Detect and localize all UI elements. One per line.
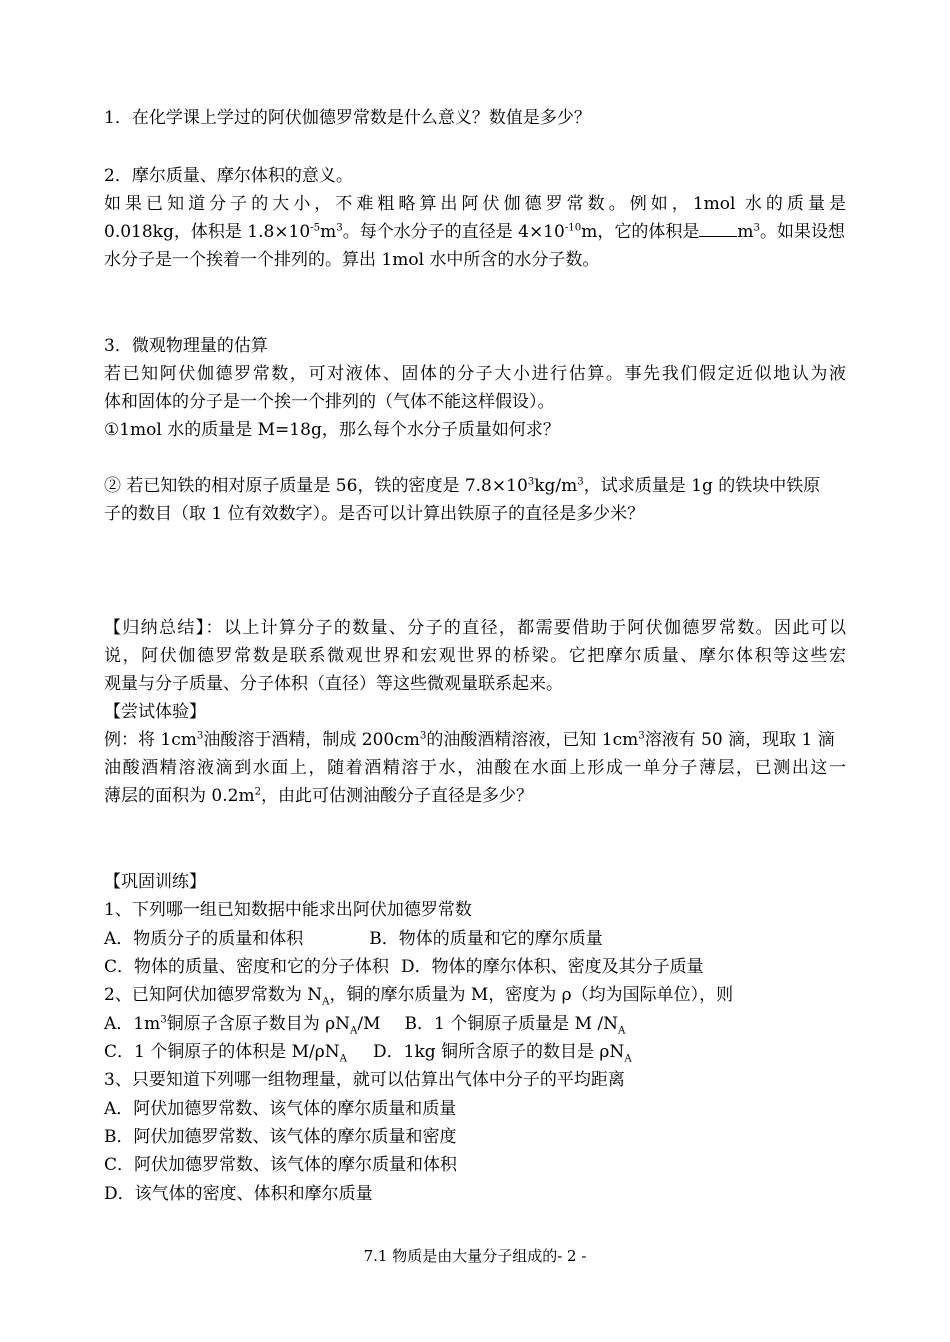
summary-line-1: 【归纳总结】：以上计算分子的数量、分子的直径，都需要借助于阿伏伽德罗常数。因此可以: [104, 618, 846, 638]
question-3-title: 3．微观物理量的估算: [104, 336, 268, 356]
answer-blank: [699, 219, 737, 237]
summary-line-2: 说，阿伏伽德罗常数是联系微观世界和宏观世界的桥梁。它把摩尔质量、摩尔体积等这些宏: [104, 646, 846, 666]
trial-line-1: 例：将 $1cm^3$油酸溶于酒精，制成 $200cm^3$的油酸酒精溶液，已知 $1cm^3$溶液有 50 滴，现取 1 滴: [104, 730, 835, 750]
page-footer: 7.1 物质是由大量分子组成的- 2 -: [363, 1247, 587, 1265]
practice-3-option-a: A．阿伏加德罗常数、该气体的摩尔质量和质量: [104, 1099, 457, 1119]
question-3-sub-2-line-2: 子的数目（取 1 位有效数字）。是否可以计算出铁原子的直径是多少米？: [104, 504, 645, 524]
practice-1-stem: 1、下列哪一组已知数据中能求出阿伏加德罗常数: [104, 900, 472, 920]
trial-line-2: 油酸酒精溶液滴到水面上，随着酒精溶于水，油酸在水面上形成一单分子薄层，已测出这一: [104, 758, 846, 778]
question-3-line-1: 若已知阿伏伽德罗常数，可对液体、固体的分子大小进行估算。事先我们假定近似地认为液: [104, 364, 846, 384]
trial-line-3: 薄层的面积为 $0.2m^2$，由此可估测油酸分子直径是多少？: [104, 786, 534, 806]
practice-3-option-c: C．阿伏加德罗常数、该气体的摩尔质量和体积: [104, 1155, 458, 1175]
practice-2-stem: 2、已知阿伏加德罗常数为 $N_A$，铜的摩尔质量为 M，密度为 ρ（均为国际单位），则: [104, 985, 734, 1008]
trial-title: 【尝试体验】: [104, 702, 206, 722]
practice-3-stem: 3、只要知道下列哪一组物理量，就可以估算出气体中分子的平均距离: [104, 1070, 625, 1090]
practice-3-option-d: D．该气体的密度、体积和摩尔质量: [104, 1184, 373, 1204]
question-1: 1．在化学课上学过的阿伏伽德罗常数是什么意义？数值是多少？: [104, 108, 591, 128]
practice-1-options-ab: A．物质分子的质量和体积 B．物体的质量和它的摩尔质量: [104, 929, 603, 949]
practice-title: 【巩固训练】: [104, 872, 206, 892]
practice-3-option-b: B．阿伏加德罗常数、该气体的摩尔质量和密度: [104, 1127, 457, 1147]
question-3-line-2: 体和固体的分子是一个挨一个排列的（气体不能这样假设）。: [104, 392, 555, 412]
question-3-sub-1: ①1mol 水的质量是 M=18g，那么每个水分子质量如何求？: [104, 420, 560, 440]
question-2-line-3: 水分子是一个挨着一个排列的。算出 1mol 水中所含的水分子数。: [104, 250, 600, 270]
question-2-title: 2．摩尔质量、摩尔体积的意义。: [104, 166, 353, 186]
question-2-line-1: 如果已知道分子的大小，不难粗略算出阿伏伽德罗常数。例如，1mol 水的质量是: [104, 194, 846, 214]
question-3-sub-2-line-1: ② 若已知铁的相对原子质量是 56，铁的密度是 $7.8\times 10^3kg/m^3$，试求质量是 1g 的铁块中铁原: [104, 476, 821, 496]
practice-2-options-cd: C．1 个铜原子的体积是 $M/\rho N_A$ D．1kg 铜所含原子的数目是 $\rho N_A$: [104, 1042, 632, 1065]
practice-2-options-ab: A．$1m^3$铜原子含原子数目为 $\rho N_A/M$ B．1 个铜原子质量是 M $/N_A$: [104, 1014, 626, 1037]
question-2-line-2: 0.018kg，体积是 $1.8\times 10^{-5}m^3$。每个水分子的直径是 $4\times 10^{-10}m$，它的体积是 $m^3$。如果设想: [104, 218, 845, 247]
practice-1-options-cd: C．物体的质量、密度和它的分子体积 D．物体的摩尔体积、密度及其分子质量: [104, 957, 704, 977]
summary-line-3: 观量与分子质量、分子体积（直径）等这些微观量联系起来。: [104, 674, 563, 694]
